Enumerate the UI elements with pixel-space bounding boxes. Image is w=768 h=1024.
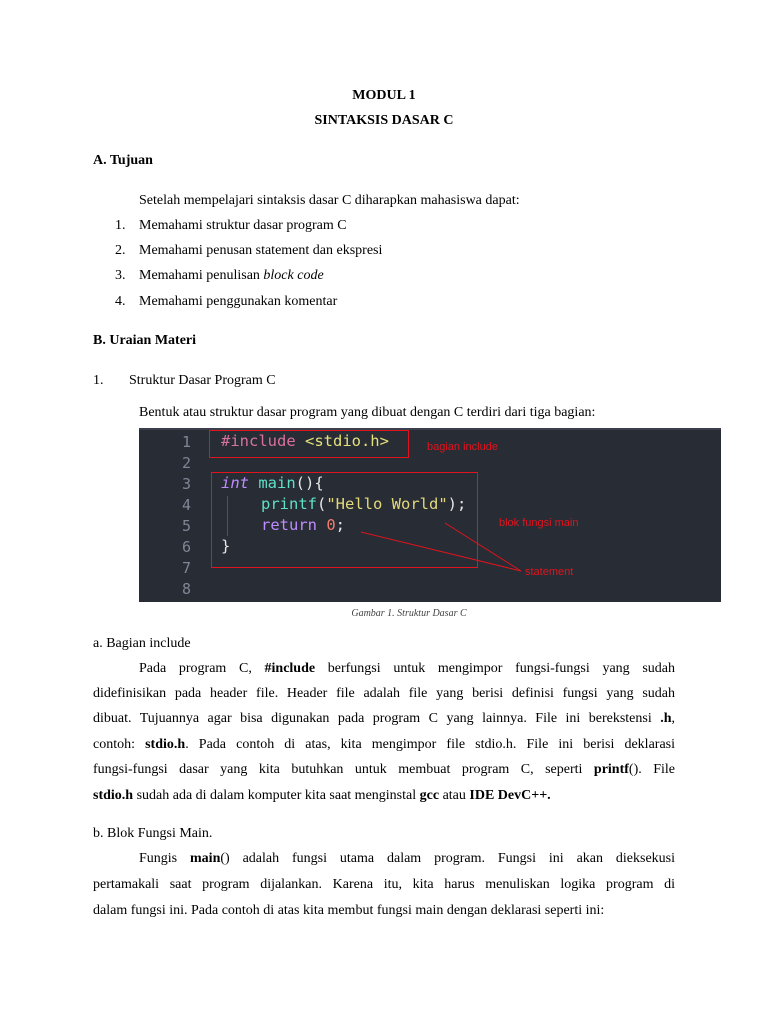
code-keyword: return	[261, 516, 317, 534]
page-title: SINTAKSIS DASAR C	[314, 113, 454, 128]
paragraph-line	[93, 903, 675, 919]
paragraph-line	[93, 737, 675, 753]
paragraph-line	[93, 711, 675, 727]
part-a-heading: a. Bagian include	[93, 636, 191, 651]
text-run: sudah ada di dalam komputer kita saat menginstal	[133, 788, 420, 803]
text-run: dibuat. Tujuannya agar bisa digunakan pada program C yang lainnya. File ini berekstensi	[93, 711, 661, 726]
bold-text: printf	[593, 762, 629, 777]
bold-text: gcc	[419, 788, 440, 803]
section-a-heading: A. Tujuan	[93, 153, 153, 168]
subsection-intro: Bentuk atau struktur dasar program yang dibuat dengan C terdiri dari tiga bagian:	[139, 405, 596, 420]
objective-text: Memahami struktur dasar program C	[139, 218, 347, 233]
line-number: 2	[181, 454, 191, 472]
subsection-number: 1.	[93, 373, 104, 388]
paragraph-line	[93, 686, 675, 702]
objective-text-plain: Memahami penulisan	[139, 268, 264, 283]
objective-text: Memahami penusan statement dan ekspresi	[139, 243, 383, 258]
paragraph-line	[93, 788, 675, 804]
bold-text: IDE DevC++.	[469, 788, 551, 803]
text-run: contoh:	[93, 737, 146, 752]
section-a-intro: Setelah mempelajari sintaksis dasar C diharapkan mahasiswa dapat:	[139, 193, 520, 208]
code-type: int	[221, 474, 249, 492]
code-header-name: <stdio.h>	[295, 432, 389, 450]
line-number: 4	[181, 496, 191, 514]
annotation-include: bagian include	[427, 441, 498, 453]
bold-text: #include	[264, 661, 316, 676]
statement-pointer-line	[361, 532, 521, 571]
line-number: 8	[181, 580, 191, 598]
bold-text: main	[190, 851, 221, 866]
figure-caption: Gambar 1. Struktur Dasar C	[351, 608, 467, 619]
text-run: berfungsi untuk mengimpor fungsi-fungsi yang sudah	[315, 661, 675, 676]
line-number: 3	[181, 475, 191, 493]
text-run: didefinisikan pada header file. Header file adalah file yang berisi definisi fungsi yang sudah	[93, 686, 675, 701]
bold-text: .h	[660, 711, 672, 726]
paragraph-line	[139, 661, 675, 677]
code-directive: #include	[221, 432, 296, 450]
code-func-name: printf	[261, 495, 317, 513]
section-b-heading: B. Uraian Materi	[93, 333, 197, 348]
statement-pointer-line	[445, 523, 521, 571]
objective-text-italic: block code	[263, 268, 324, 283]
text-run: () adalah fungsi utama dalam program. Fungsi ini akan dieksekusi	[220, 851, 675, 866]
paragraph-line	[93, 762, 675, 778]
code-punct: );	[447, 495, 467, 513]
annotation-arrows	[139, 430, 721, 602]
code-figure	[139, 428, 721, 602]
objective-number: 1.	[115, 218, 126, 233]
paragraph-line	[139, 851, 675, 867]
annotation-main: blok fungsi main	[499, 517, 579, 529]
text-run: dalam fungsi ini. Pada contoh di atas kita membut fungsi main dengan deklarasi seperti ini:	[93, 903, 605, 918]
part-b-heading: b. Blok Fungsi Main.	[93, 826, 213, 841]
subsection-title: Struktur Dasar Program C	[129, 373, 276, 388]
annotation-statement: statement	[525, 566, 574, 578]
code-func-name: main	[249, 474, 296, 492]
text-run: pertamakali saat program dijalankan. Karena itu, kita harus menuliskan logika program di	[93, 877, 675, 892]
text-run: Fungis	[139, 851, 191, 866]
objective-number: 2.	[115, 243, 126, 258]
paragraph-line	[93, 877, 675, 893]
objective-number: 4.	[115, 294, 126, 309]
code-number: 0	[317, 516, 336, 534]
text-run: (). File	[628, 762, 675, 777]
objective-text: Memahami penggunakan komentar	[139, 294, 338, 309]
text-run: ,	[671, 711, 675, 726]
text-run: Pada program C,	[139, 661, 265, 676]
line-number: 7	[181, 559, 191, 577]
code-punct: (){	[295, 474, 324, 492]
text-run: . Pada contoh di atas, kita mengimpor file stdio.h. File ini berisi deklarasi	[185, 737, 676, 752]
line-number: 1	[181, 433, 191, 451]
code-punct: (	[317, 495, 327, 513]
module-number: MODUL 1	[352, 88, 416, 103]
bold-text: stdio.h	[145, 737, 186, 752]
text-run: atau	[439, 788, 470, 803]
line-number: 6	[181, 538, 191, 556]
line-number: 5	[181, 517, 191, 535]
text-run: fungsi-fungsi dasar yang kita butuhkan untuk membuat program C, seperti	[93, 762, 594, 777]
code-brace: }	[221, 537, 231, 555]
code-punct: ;	[335, 516, 346, 534]
objective-text	[139, 268, 324, 284]
code-string: "Hello World"	[326, 495, 448, 513]
bold-text: stdio.h	[93, 788, 134, 803]
objective-number: 3.	[115, 268, 126, 283]
